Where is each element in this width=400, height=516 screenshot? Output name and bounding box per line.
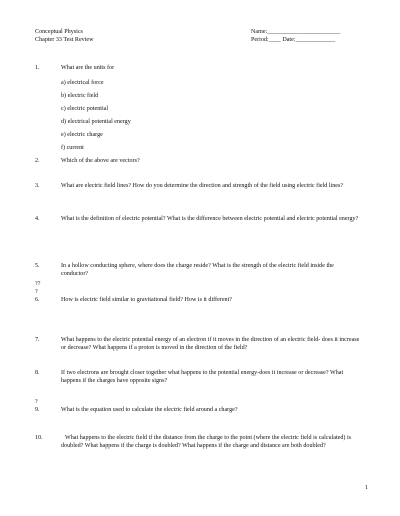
question-number: 7. <box>35 337 40 343</box>
date-label: Date: <box>282 37 296 43</box>
question-part: f) current <box>61 145 84 151</box>
question-part: a) electrical force <box>61 80 104 86</box>
period-blank: ____ <box>268 37 281 43</box>
question-text: How is electric field similar to gravitational field? How is it different? <box>61 297 232 303</box>
question-part: c) electric potential <box>61 106 109 112</box>
question-text: What is the equation used to calculate the electric field around a charge? <box>61 407 238 413</box>
question-text: Which of the above are vectors? <box>61 158 140 164</box>
question-part: d) electrical potential energy <box>61 119 131 125</box>
stray-mark: ? <box>35 399 38 405</box>
page-number: 1 <box>365 485 369 491</box>
question-text: What happens to the electric potential energy of an electron if it moves in the direction of an electric field- does it increase or decrease? What happens if a proton is moved in the direction of the field? <box>61 337 360 351</box>
question-text: What are the units for <box>61 65 115 71</box>
question-number: 10. <box>35 435 43 441</box>
question-number: 2. <box>35 158 40 164</box>
name-line <box>251 28 340 36</box>
date-blank: _____________ <box>295 37 336 43</box>
question-part: e) electric charge <box>61 132 103 138</box>
name-label: Name: <box>251 29 268 35</box>
question-number: 1. <box>35 65 40 71</box>
name-blank: ________________________ <box>267 29 341 35</box>
question-number: 3. <box>35 183 40 189</box>
stray-mark: ? <box>35 289 38 295</box>
question-number: 8. <box>35 370 40 376</box>
question-number: 6. <box>35 297 40 303</box>
question-text: In a hollow conducting sphere, where does the charge reside? What is the strength of the electric field inside the conductor? <box>61 263 334 277</box>
period-label: Period: <box>251 37 269 43</box>
question-number: 9. <box>35 407 40 413</box>
question-text: What are electric field lines? How do you determine the direction and strength of the field using electric field lines? <box>61 183 344 189</box>
question-part: b) electric field <box>61 93 99 99</box>
question-text: What is the definition of electric potential? What is the difference between electric potential and electric potential energy? <box>61 216 359 222</box>
question-number: 4. <box>35 216 40 222</box>
course-title: Conceptual Physics <box>35 29 83 35</box>
question-text: What happens to the electric field if the distance from the charge to the point (where the electric field is calculated) is doubled? What happens if the charge is doubled? What happens if the charge and distance are both doubled? <box>61 435 352 449</box>
question-text: If two electrons are brought closer together what happens to the potential energy-does it increase or decrease? What happens if the charges have opposite signs? <box>61 370 344 384</box>
question-number: 5. <box>35 263 40 269</box>
period-date-line <box>251 36 335 44</box>
chapter-title: Chapter 33 Test Review <box>35 37 94 43</box>
stray-mark: ?? <box>35 281 41 287</box>
